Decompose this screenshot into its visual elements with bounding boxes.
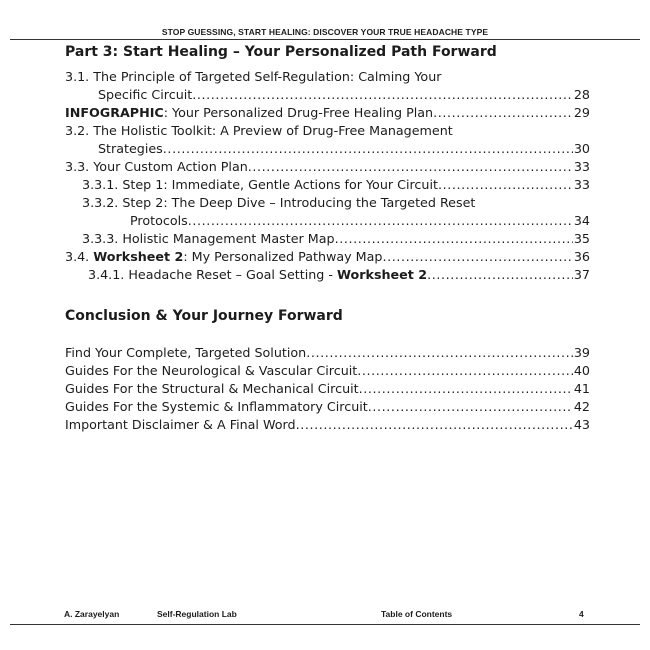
- toc-page-number: 41: [573, 381, 590, 396]
- toc-entry-conclusion-2[interactable]: [65, 362, 590, 380]
- dot-leader: [382, 248, 572, 266]
- toc-entry-3-3-1[interactable]: [82, 176, 590, 194]
- toc-page-number: 33: [573, 159, 590, 174]
- toc-entry-3-3-2[interactable]: [130, 212, 590, 230]
- toc-entry-bold-label: Worksheet 2: [93, 249, 184, 264]
- toc-entry-conclusion-1[interactable]: [65, 344, 590, 362]
- toc-page-number: 29: [573, 105, 590, 120]
- footer-rule: [10, 624, 640, 625]
- dot-leader: [188, 212, 573, 230]
- conclusion-heading: Conclusion & Your Journey Forward: [65, 308, 343, 324]
- dot-leader: [357, 362, 573, 380]
- toc-entry-label: Protocols: [130, 213, 188, 228]
- toc-entry-bold-label: Worksheet 2: [337, 267, 428, 282]
- toc-entry-label: 3.3. Your Custom Action Plan: [65, 159, 248, 174]
- toc-entry-3-1-line1[interactable]: 3.1. The Principle of Targeted Self-Regulation: Calming Your: [65, 69, 442, 84]
- dot-leader: [427, 266, 573, 284]
- running-header: STOP GUESSING, START HEALING: DISCOVER YOUR TRUE HEADACHE TYPE: [161, 27, 489, 37]
- toc-entry-label: Specific Circuit: [98, 87, 193, 102]
- toc-entry-infographic[interactable]: [65, 104, 590, 122]
- toc-entry-label: Find Your Complete, Targeted Solution: [65, 345, 307, 360]
- toc-page-number: 36: [573, 249, 590, 264]
- toc-entry-label: Important Disclaimer & A Final Word: [65, 417, 296, 432]
- toc-page-number: 33: [573, 177, 590, 192]
- toc-entry-3-1[interactable]: [98, 86, 590, 104]
- toc-entry-prefix: 3.4.1. Headache Reset – Goal Setting -: [88, 267, 338, 282]
- toc-entry-label: : Your Personalized Drug-Free Healing Plan: [163, 105, 434, 120]
- dot-leader: [306, 344, 573, 362]
- toc-entry-bold-label: INFOGRAPHIC: [65, 105, 164, 120]
- toc-entry-label: Guides For the Structural & Mechanical Circuit: [65, 381, 359, 396]
- toc-entry-label: Guides For the Neurological & Vascular Circuit: [65, 363, 358, 378]
- toc-entry-label: 3.3.1. Step 1: Immediate, Gentle Actions for Your Circuit: [82, 177, 438, 192]
- header-rule: [10, 39, 640, 40]
- toc-entry-3-4-1[interactable]: [88, 266, 590, 284]
- dot-leader: [359, 380, 573, 398]
- toc-page-number: 37: [573, 267, 590, 282]
- toc-entry-3-3[interactable]: [65, 158, 590, 176]
- toc-page-number: 39: [573, 345, 590, 360]
- toc-page-number: 42: [573, 399, 590, 414]
- toc-page-number: 35: [573, 231, 590, 246]
- toc-page-number: 43: [573, 417, 590, 432]
- dot-leader: [163, 140, 573, 158]
- toc-entry-prefix: 3.4.: [65, 249, 94, 264]
- footer-section: Table of Contents: [381, 609, 453, 619]
- toc-entry-conclusion-5[interactable]: [65, 416, 590, 434]
- toc-entry-3-4[interactable]: [65, 248, 590, 266]
- dot-leader: [248, 158, 573, 176]
- dot-leader: [192, 86, 573, 104]
- toc-entry-3-2-line1[interactable]: 3.2. The Holistic Toolkit: A Preview of Drug-Free Management: [65, 123, 453, 138]
- toc-page-number: 30: [573, 141, 590, 156]
- dot-leader: [335, 230, 573, 248]
- toc-entry-3-2[interactable]: [98, 140, 590, 158]
- part3-heading: Part 3: Start Healing – Your Personalized Path Forward: [65, 44, 497, 60]
- toc-entry-conclusion-3[interactable]: [65, 380, 590, 398]
- footer-page-number: 4: [579, 609, 584, 619]
- toc-entry-3-3-2-line1[interactable]: 3.3.2. Step 2: The Deep Dive – Introducing the Targeted Reset: [82, 195, 476, 210]
- dot-leader: [296, 416, 573, 434]
- toc-entry-label: Strategies: [98, 141, 163, 156]
- dot-leader: [433, 104, 573, 122]
- toc-entry-label: : My Personalized Pathway Map: [183, 249, 383, 264]
- toc-page-number: 40: [573, 363, 590, 378]
- footer-author: A. Zarayelyan: [64, 609, 120, 619]
- footer-lab: Self-Regulation Lab: [157, 609, 237, 619]
- dot-leader: [368, 398, 573, 416]
- toc-entry-conclusion-4[interactable]: [65, 398, 590, 416]
- toc-page-number: 28: [573, 87, 590, 102]
- dot-leader: [438, 176, 573, 194]
- toc-entry-label: Guides For the Systemic & Inflammatory Circuit: [65, 399, 368, 414]
- toc-page-number: 34: [573, 213, 590, 228]
- toc-entry-3-3-3[interactable]: [82, 230, 590, 248]
- toc-entry-label: 3.3.3. Holistic Management Master Map: [82, 231, 335, 246]
